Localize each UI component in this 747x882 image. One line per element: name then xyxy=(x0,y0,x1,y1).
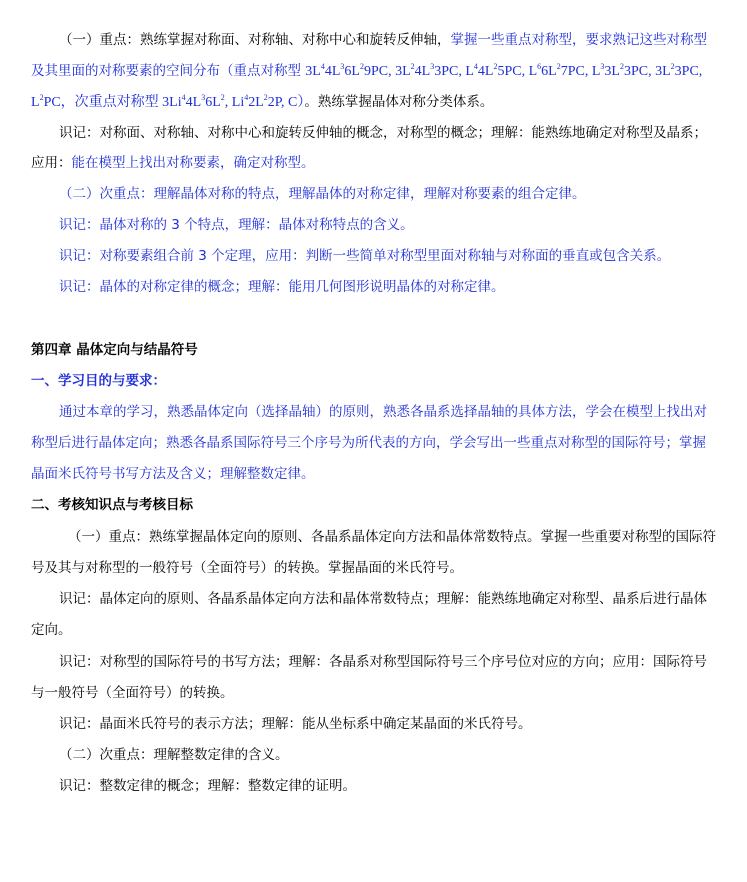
ch4-recall-orientation-line-2: 定向。 xyxy=(31,622,72,638)
symmetry-formula-2: $L^2PC$，次重点对称型 $3Li^44L^36L^2$, $Li^42L^22P$, C） xyxy=(31,93,305,110)
ch4-secondary-key-points: （二）次重点：理解整数定律的含义。 xyxy=(59,747,289,763)
section-heading-assessment: 二、考核知识点与考核目标 xyxy=(31,497,193,513)
section-heading-objectives: 一、学习目的与要求： xyxy=(31,373,166,389)
secondary-key-points: （二）次重点：理解晶体对称的特点，理解晶体的对称定律，理解对称要素的组合定律。 xyxy=(59,186,586,202)
ch4-recall-integer-law: 识记：整数定律的概念；理解：整数定律的证明。 xyxy=(59,778,356,794)
key-points-line-2: 及其里面的对称要素的空间分布（重点对称型 $3L^44L^36L^29PC$, $3L^24L^33PC$, $L^44L^25PC$, $L^66L^27PC$, $L^33L^23PC$, $3L^23PC$, xyxy=(31,62,703,79)
ch4-key-points-line-2: 号及其与对称型的一般符号（全面符号）的转换。掌握晶面的米氏符号。 xyxy=(31,560,463,576)
objectives-line-1: 通过本章的学习，熟悉晶体定向（选择晶轴）的原则，熟悉各晶系选择晶轴的具体方法，学会在模型上找出对 xyxy=(59,404,707,420)
objectives-line-3: 晶面米氏符号书写方法及含义；理解整数定律。 xyxy=(31,466,315,482)
objectives-line-2: 称型后进行晶体定向；熟悉各晶系国际符号三个序号为所代表的方向，学会写出一些重点对称型的国际符号；掌握 xyxy=(31,435,706,451)
recall-line-2: 应用：能在模型上找出对称要素，确定对称型。 xyxy=(31,155,315,171)
recall-symmetry-law: 识记：晶体的对称定律的概念；理解：能用几何图形说明晶体的对称定律。 xyxy=(59,279,505,295)
ch4-recall-intl-symbol-line-2: 与一般符号（全面符号）的转换。 xyxy=(31,685,234,701)
ch4-recall-intl-symbol-line-1: 识记：对称型的国际符号的书写方法；理解：各晶系对称型国际符号三个序号位对应的方向；应用：国际符号 xyxy=(59,654,707,670)
ch4-recall-miller-index: 识记：晶面米氏符号的表示方法；理解：能从坐标系中确定某晶面的米氏符号。 xyxy=(59,716,532,732)
chapter-title: 第四章 晶体定向与结晶符号 xyxy=(31,342,198,358)
symmetry-formula-1: $3L^44L^36L^29PC$, $3L^24L^33PC$, $L^44L^25PC$, $L^66L^27PC$, $L^33L^23PC$, $3L^23PC$, xyxy=(305,62,703,79)
recall-line-1: 识记：对称面、对称轴、对称中心和旋转反伸轴的概念，对称型的概念；理解：能熟练地确定对称型及晶系； xyxy=(59,125,707,141)
key-points-line-3: $L^2PC$，次重点对称型 $3Li^44L^36L^2$, $Li^42L^22P$, C）。熟练掌握晶体对称分类体系。 xyxy=(31,93,494,110)
key-points-line-1: （一）重点：熟练掌握对称面、对称轴、对称中心和旋转反伸轴，掌握一些重点对称型，要求熟记这些对称型 xyxy=(59,32,707,48)
recall-symmetry-features: 识记：晶体对称的 3 个特点，理解：晶体对称特点的含义。 xyxy=(59,217,414,233)
ch4-key-points-line-1: （一）重点：熟练掌握晶体定向的原则、各晶系晶体定向方法和晶体常数特点。掌握一些重要对称型的国际符 xyxy=(68,529,716,545)
recall-combination-theorems: 识记：对称要素组合前 3 个定理，应用：判断一些简单对称型里面对称轴与对称面的垂直或包含关系。 xyxy=(59,248,671,264)
ch4-recall-orientation-line-1: 识记：晶体定向的原则、各晶系晶体定向方法和晶体常数特点；理解：能熟练地确定对称型、晶系后进行晶体 xyxy=(59,591,707,607)
